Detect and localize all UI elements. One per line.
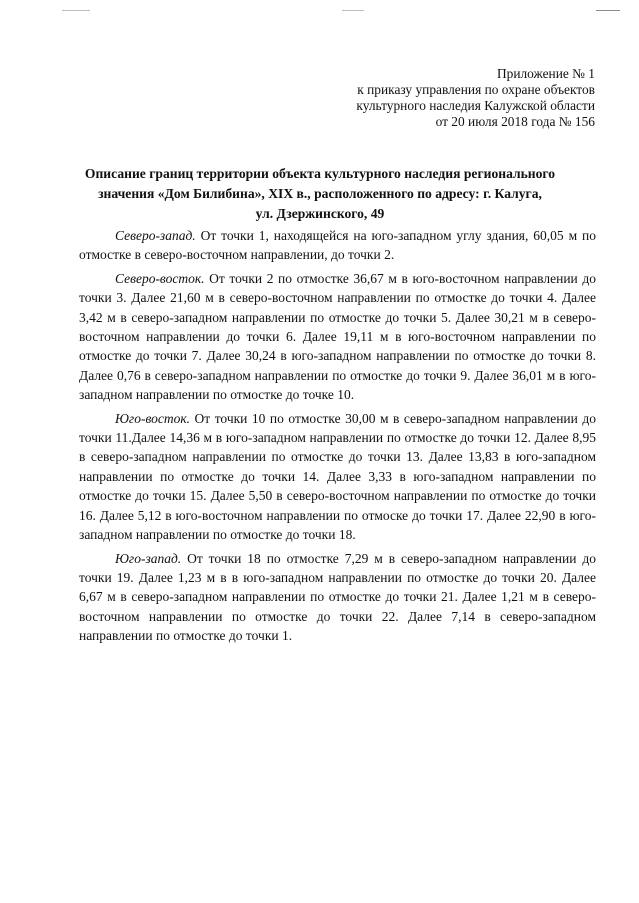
appendix-authority: культурного наследия Калужской области xyxy=(356,98,595,113)
scan-artifact-mark xyxy=(342,10,364,11)
paragraph-north-east xyxy=(79,269,596,405)
direction-label: Северо-восток. xyxy=(115,270,205,286)
appendix-number: Приложение № 1 xyxy=(496,66,595,81)
paragraph-text: От точки 10 по отмостке 30,00 м в северо-западном направлении до точки 11.Далее 14,36 м в юго-западном направлении по отмостке до точки 12. Далее 8,95 в северо-западном направлении по отмостке до точки 13. Далее 13,83 в юго-западном направлении по отмостке до точки 14. Далее 3,33 в юго-западном направлении по отмостке до точки 15. Далее 5,50 в северо-восточном направлении по отмостке до точки 16. Далее 5,12 в юго-восточном направлении по отмоске до точки 17. Далее 22,90 в юго-западном направлении по отмостке до точки 18. xyxy=(79,410,596,543)
paragraph-south-east xyxy=(79,409,596,545)
appendix-order-reference: к приказу управления по охране объектов xyxy=(357,82,595,97)
scan-artifact-mark xyxy=(596,10,620,11)
document-title xyxy=(60,164,580,224)
direction-label: Юго-восток. xyxy=(115,410,191,426)
paragraph-south-west xyxy=(79,549,596,646)
direction-label: Северо-запад. xyxy=(115,228,196,243)
paragraph-north-west xyxy=(79,226,596,265)
title-line-2: значения «Дом Билибина», XIX в., расположенного по адресу: г. Калуга, xyxy=(98,186,542,201)
paragraph-text: От точки 1, находящейся на юго-западном углу здания, 60,05 м по отмостке в северо-восточном направлении, до точки 2. xyxy=(79,228,596,263)
appendix-date: от 20 июля 2018 года № 156 xyxy=(435,114,595,129)
direction-label: Юго-запад. xyxy=(115,550,182,566)
appendix-header xyxy=(275,66,595,130)
document-body xyxy=(79,226,596,650)
paragraph-text: От точки 2 по отмостке 36,67 м в юго-восточном направлении до точки 3. Далее 21,60 м в северо-восточном направлении по отмостке до точки 4. Далее 3,42 м в северо-западном направлении по отмостке до точки 5. Далее 30,21 м в северо-восточном направлении до точки 6. Далее 19,11 м в юго-восточном направлении по отмостке до точки 7. Далее 30,24 в юго-западном направлении по отмостке до точки 8. Далее 0,76 в северо-западном направлении по отмостке до точки 9. Далее 36,01 м в юго-западном направлении по отмостке до точке 10. xyxy=(79,270,596,403)
paragraph-text: От точки 18 по отмостке 7,29 м в северо-западном направлении до точки 19. Далее 1,23 м в в юго-западном направлении по отмостке до точки 20. Далее 6,67 м в северо-западном направлении по отмостке до точки 21. Далее 1,21 м в северо-восточном направлении по отмостке до точки 22. Далее 7,14 в северо-западном направлении по отмостке до точки 1. xyxy=(79,550,596,644)
title-line-3: ул. Дзержинского, 49 xyxy=(255,206,385,221)
title-line-1: Описание границ территории объекта культурного наследия регионального xyxy=(84,166,556,181)
scan-artifact-mark xyxy=(62,10,90,11)
